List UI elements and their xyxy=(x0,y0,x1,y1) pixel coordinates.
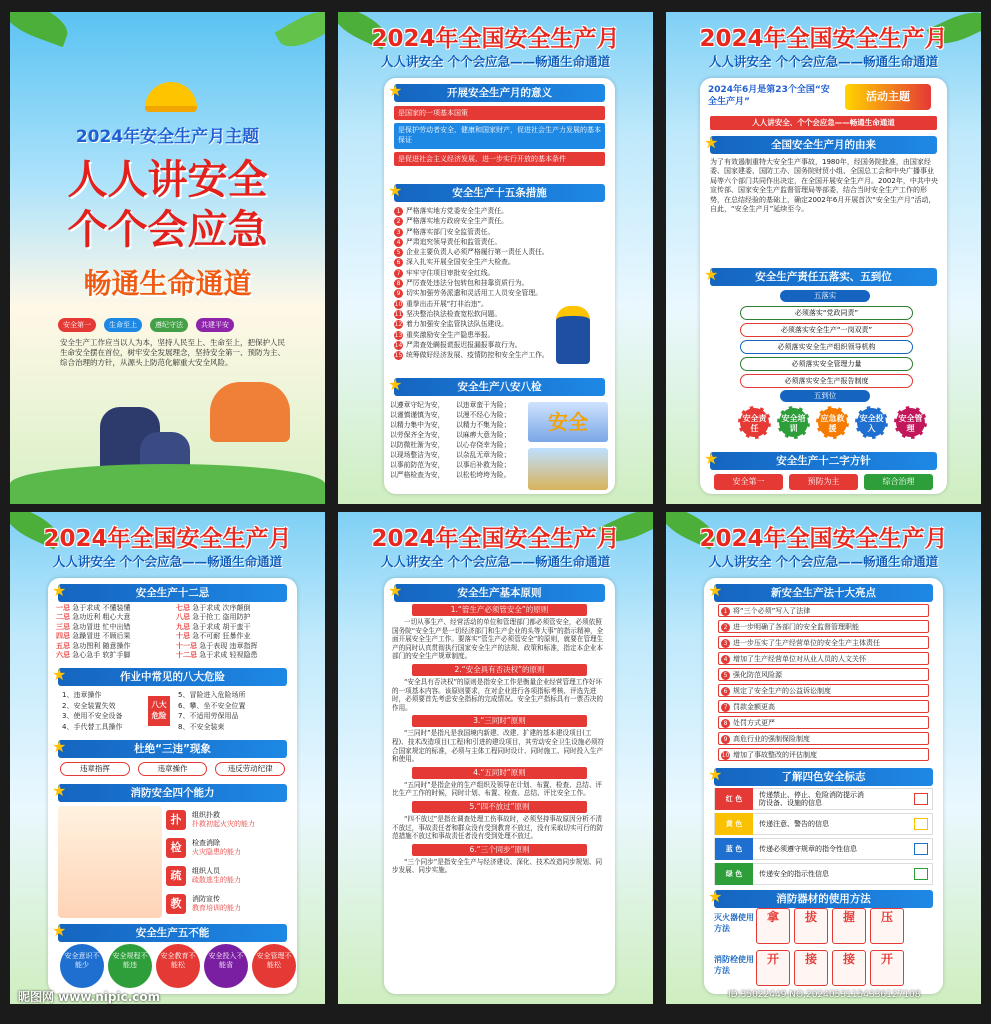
item-text: 着力加强安全监管执法队伍建设。 xyxy=(406,320,508,329)
danger-item: 5、冒险进入危险场所 xyxy=(178,691,246,699)
section-header: ★ 了解四色安全标志 xyxy=(714,768,933,786)
taboo-item: 四忌 急躁冒进 不顾后果 xyxy=(56,632,131,641)
item-number: 15 xyxy=(394,352,403,360)
silhouette-illustration xyxy=(210,382,290,442)
helmet-icon xyxy=(145,82,197,112)
hydrant-label: 消防栓使用方法 xyxy=(714,955,754,975)
significance-list xyxy=(394,106,605,169)
highlight-item xyxy=(718,700,929,713)
theme-line-2: 个个会应急 xyxy=(67,207,268,253)
item-number: 5 xyxy=(721,671,730,680)
origin-text: 为了有效遏制重特大安全生产事故，1980年，经国务院批准，由国家经委、国家建委、国防工办、国务院财贸小组、全国总工会和中央广播事业局等六个部门共同作出决定，在全国开展安全生产月。2002年，中共中央宣传部、国家安全生产监督管理局等部委，结合当时安全生产工作的形势，在总结经验的基础上，确定2002年6月开展首次“安全生产月”活动，自此，“安全生产月”延续至今。 xyxy=(710,158,938,214)
item-number: 1 xyxy=(721,607,730,616)
construction-image xyxy=(528,448,608,490)
highlight-item xyxy=(718,748,929,761)
item-text: 将“三个必须”写入了法律 xyxy=(733,607,811,615)
principle xyxy=(392,767,607,798)
color-name: 红 色 xyxy=(715,788,753,810)
item-number: 7 xyxy=(394,269,403,278)
poster-title: 2024年全国安全生产月 xyxy=(699,26,948,52)
theme-line-3: 畅通生命通道 xyxy=(83,267,252,300)
step-tile: 压 xyxy=(870,908,904,944)
badge: 安全管理 xyxy=(894,406,927,439)
taboo-right xyxy=(176,604,298,660)
taboo-item: 六忌 急心急手 软扩手脚 xyxy=(56,651,131,660)
item-text: 严肃查处瞒报谎报迟报漏报事故行为。 xyxy=(406,340,522,349)
list-item: 是国家的一项基本国策 xyxy=(394,106,605,120)
item-number: 12 xyxy=(394,321,403,329)
item-number: 3 xyxy=(394,228,403,237)
implement-item: 必须落实“党政同责” xyxy=(740,306,913,320)
principle-text: “五同时”是指企业的生产组织及领导在计划、布置、检查、总结、评比生产工作的时候，同时计划、布置、检查、总结、评比安全工作。 xyxy=(392,780,603,798)
intro-title: 2024年6月是第23个全国“安全生产月” xyxy=(708,85,830,107)
section-header: ★ 安全生产责任五落实、五到位 xyxy=(710,268,937,286)
taboo-left xyxy=(56,604,178,660)
color-sign xyxy=(714,838,933,860)
ability-key: 检 xyxy=(166,838,186,858)
hydrant-steps xyxy=(756,950,904,986)
poster-taboos xyxy=(10,512,325,1004)
principle-text: 一切从事生产、经营活动的单位和管理部门都必须管安全，必须依照国务院“安全生产是一切经济部门和生产企业的头等大事”的指示精神，全面开展安全生产工作。要落实“管生产必须管安全”的原则，就要在管理生产的同时认真贯彻执行国家安全生产的法规、政策和标准，指定本企业本部门的安全生产规章制度。 xyxy=(392,618,604,661)
must-item: 安全规程不能违 xyxy=(108,944,152,988)
danger-right xyxy=(178,690,298,732)
check-item: 以心存侥幸为险； xyxy=(456,441,511,449)
color-sign xyxy=(714,788,933,810)
highlight-item xyxy=(718,604,929,617)
policy-item: 综合治理 xyxy=(864,474,933,490)
color-sign xyxy=(714,863,933,885)
sign-icon xyxy=(914,818,928,830)
item-text: 进一步压实了生产经营单位的安全生产主体责任 xyxy=(733,639,880,647)
highlight-item xyxy=(718,620,929,633)
danger-item: 7、不适用劳保用品 xyxy=(178,712,239,720)
item-text: 严肃追究领导责任和监管责任。 xyxy=(406,237,502,246)
principle-text: “安全具有否决权”的原则是指安全工作是衡量企业经营管理工作好坏的一项基本内容。该原则要求，在对企业进行各项指标考核、评选先进时，必须要首先考虑安全指标的完成情况。安全生产指标具有一票否决的作用。 xyxy=(392,677,603,712)
ability-b: 疏散逃生的能力 xyxy=(192,876,241,884)
poster-origin xyxy=(666,12,981,504)
item-number: 5 xyxy=(394,248,403,257)
measure-item xyxy=(394,268,564,278)
measure-item xyxy=(394,330,564,340)
item-number: 10 xyxy=(721,752,730,759)
poster-principles xyxy=(338,512,653,1004)
highlight-item xyxy=(718,716,929,729)
item-text: 深入扎实开展全国安全生产大检查。 xyxy=(406,258,515,267)
section-header: ★ 消防安全四个能力 xyxy=(58,784,287,802)
color-desc: 传递安全的指示性信息 xyxy=(759,869,829,878)
ability-item xyxy=(166,862,296,890)
violation-item: 违章操作 xyxy=(138,762,208,776)
principle-text: “三同时”是指凡是我国境内新建、改建、扩建的基本建设项目(工程)、技术改造项目(工程)和引进的建设项目，其劳动安全卫生设施必须符合国家规定的标准，必须与主体工程同时设计、同时施工、同时投入生产和使用。 xyxy=(392,729,605,764)
measure-item xyxy=(394,278,564,288)
check-right xyxy=(456,400,522,480)
taboo-item: 十一忌 急于表现 违章指挥 xyxy=(176,641,258,650)
principle xyxy=(392,715,607,763)
check-item: 以事后补救为险； xyxy=(456,461,511,469)
item-text: 处罚方式更严 xyxy=(733,719,775,727)
item-number: 1 xyxy=(394,207,403,216)
must-item: 安全管理不能松 xyxy=(252,944,296,988)
check-item: 以精力集中为安， xyxy=(390,421,445,429)
step-tile: 接 xyxy=(832,950,866,986)
tag: 安全第一 xyxy=(58,318,96,332)
list-item: 是保护劳动者安全、健康和国家财产，促进社会生产力发展的基本保证 xyxy=(394,123,605,149)
danger-item: 2、安全装置失效 xyxy=(62,701,116,710)
grass xyxy=(10,464,325,504)
check-item: 以违章蛮干为险； xyxy=(456,401,511,409)
taboo-item: 十二忌 急于求成 轻视隐患 xyxy=(176,651,258,660)
badge: 安全责任 xyxy=(738,406,771,439)
item-text: 增加了事故整改的评估制度 xyxy=(733,751,817,759)
item-number: 8 xyxy=(394,279,403,288)
poster-subtitle: 人人讲安全 个个会应急——畅通生命通道 xyxy=(708,554,939,569)
ability-key: 教 xyxy=(166,894,186,914)
item-text: 统筹做好经济发展、疫情防控和安全生产工作。 xyxy=(406,351,549,360)
ability-text xyxy=(192,895,241,913)
three-violations xyxy=(60,762,285,776)
danger-item: 4、手代替工具操作 xyxy=(62,722,123,731)
item-number: 10 xyxy=(394,300,403,308)
footer-watermark: 昵图网 www.nipic.com xyxy=(18,990,161,1004)
item-number: 6 xyxy=(394,258,403,267)
principle-title: 3.“三同时”原则 xyxy=(412,715,587,727)
check-item: 以劳保齐全为安， xyxy=(390,431,445,439)
theme-year-title: 2024年安全生产月主题 xyxy=(75,127,260,147)
item-number: 4 xyxy=(721,655,730,664)
check-item: 以精力不集为险； xyxy=(456,421,511,429)
section-header: ★ 安全生产十二忌 xyxy=(58,584,287,602)
ability-text xyxy=(192,867,241,885)
ability-item xyxy=(166,890,296,918)
sign-icon xyxy=(914,843,928,855)
measure-item xyxy=(394,257,564,267)
highlight-item xyxy=(718,668,929,681)
must-item: 安全投入不能省 xyxy=(204,944,248,988)
color-desc: 传递禁止、停止、危险消防提示消防设备、设施的信息 xyxy=(759,790,864,807)
check-item: 以谨慎谨慎为安， xyxy=(390,411,445,419)
implement-item: 必须落实安全管理力量 xyxy=(740,357,913,371)
fire-equipment-image xyxy=(58,806,162,918)
check-item: 以麻痹大意为险； xyxy=(456,431,511,439)
step-tile: 拔 xyxy=(794,908,828,944)
check-item: 以遵章守纪为安， xyxy=(390,401,445,409)
poster-theme xyxy=(10,12,325,504)
twelve-char-policy xyxy=(714,474,933,490)
measure-item xyxy=(394,227,564,237)
leaf-decoration xyxy=(10,12,73,47)
list-item: 是促进社会主义经济发展、进一步实行开放的基本条件 xyxy=(394,152,605,166)
taboo-item: 五忌 急功图利 随意操作 xyxy=(56,641,131,650)
measure-item xyxy=(394,319,564,329)
ability-key: 疏 xyxy=(166,866,186,886)
section-header: ★ 作业中常见的八大危险 xyxy=(58,668,287,686)
highlight-item xyxy=(718,732,929,745)
step-tile: 开 xyxy=(870,950,904,986)
measure-item xyxy=(394,309,564,319)
principle xyxy=(392,604,607,661)
worker-icon xyxy=(556,306,590,364)
section-header: ★ 安全生产五不能 xyxy=(58,924,287,942)
danger-item: 1、违章操作 xyxy=(62,691,102,699)
color-desc: 传递注意、警告的信息 xyxy=(759,819,829,828)
item-text: 增加了生产经营单位对从业人员的人文关怀 xyxy=(733,655,866,663)
poster-subtitle: 人人讲安全 个个会应急——畅通生命通道 xyxy=(380,54,611,69)
item-text: 严格落实地方政府安全生产责任。 xyxy=(406,217,508,226)
check-item: 以杂乱无章为险； xyxy=(456,451,511,459)
content-card xyxy=(384,578,615,994)
check-item: 以松松垮垮为险。 xyxy=(456,471,511,479)
principle-title: 2.“安全具有否决权”的原则 xyxy=(412,664,587,676)
highlight-item xyxy=(718,636,929,649)
ability-b: 火灾隐患的能力 xyxy=(192,848,241,856)
sign-icon xyxy=(914,868,928,880)
item-number: 7 xyxy=(721,703,730,712)
tag: 共建平安 xyxy=(196,318,234,332)
section-header: ★ 消防器材的使用方法 xyxy=(714,890,933,908)
five-implement-list xyxy=(740,306,913,391)
check-left xyxy=(390,400,456,480)
check-item: 以事前防范为安， xyxy=(390,461,445,469)
item-number: 9 xyxy=(394,289,403,298)
must-item: 安全教育不能松 xyxy=(156,944,200,988)
ability-a: 消防宣传 xyxy=(192,895,220,903)
five-place-badges xyxy=(738,406,958,439)
step-tile: 接 xyxy=(794,950,828,986)
ability-a: 组织扑救 xyxy=(192,811,220,819)
principle-text: “三个同步”是指安全生产与经济建设、深化、技术改造同步规划、同步发展、同步实施。 xyxy=(392,857,603,875)
item-text: 罚款金额更高 xyxy=(733,703,775,711)
item-number: 6 xyxy=(721,687,730,696)
section-header: ★ 安全生产十二字方针 xyxy=(710,452,937,470)
item-number: 3 xyxy=(721,639,730,648)
item-text: 切实加强劳务派遣和灵活用工人员安全管理。 xyxy=(406,289,542,298)
tag-row xyxy=(58,318,234,332)
tag: 遵纪守法 xyxy=(150,318,188,332)
danger-item: 3、使用不安全设备 xyxy=(62,712,123,720)
fire-abilities xyxy=(166,806,296,918)
measure-item xyxy=(394,350,564,360)
item-number: 2 xyxy=(721,623,730,632)
poster-title: 2024年全国安全生产月 xyxy=(371,26,620,52)
implement-item: 必须落实安全生产“一岗双责” xyxy=(740,323,913,337)
ability-a: 检查消除 xyxy=(192,839,220,847)
measures-list xyxy=(394,206,564,360)
taboo-item: 八忌 急于抢工 盗用防护 xyxy=(176,613,251,622)
check-item: 以防微杜渐为安， xyxy=(390,441,445,449)
item-text: 企业主要负责人必须严格履行第一责任人责任。 xyxy=(406,248,549,257)
ability-text xyxy=(192,811,255,829)
law-highlights xyxy=(718,604,929,764)
poster-title: 2024年全国安全生产月 xyxy=(43,526,292,552)
badge: 安全投入 xyxy=(855,406,888,439)
ability-text xyxy=(192,839,241,857)
step-tile: 握 xyxy=(832,908,866,944)
measure-item xyxy=(394,237,564,247)
measure-item xyxy=(394,288,564,298)
ability-item xyxy=(166,834,296,862)
intro-tag: 活动主题 xyxy=(845,84,931,110)
danger-center: 八大危险 xyxy=(148,696,170,726)
extinguisher-label: 灭火器使用方法 xyxy=(714,913,754,933)
violation-item: 违章指挥 xyxy=(60,762,130,776)
sub-header: 五到位 xyxy=(780,390,870,402)
principle-text: “四不放过”是指在调查处理工伤事故时，必须坚持事故原因分析不清不放过，事故责任者和群众没有受到教育不放过，没有采取切实可行的防范措施不放过和事故责任者没有受到处理不放过。 xyxy=(392,814,603,841)
section-header: ★ 全国安全生产月的由来 xyxy=(710,136,937,154)
section-header: ★ 安全生产八安八检 xyxy=(394,378,605,396)
theme-line-1: 人人讲安全 xyxy=(67,157,268,203)
content-card xyxy=(700,78,947,494)
item-text: 重奖激励安全生产隐患举报。 xyxy=(406,330,495,339)
item-text: 牢牢守住项目审批安全红线。 xyxy=(406,268,495,277)
content-card xyxy=(704,578,943,994)
item-text: 坚决整治执法检查宽松软问题。 xyxy=(406,309,502,318)
ability-b: 教育培训的能力 xyxy=(192,904,241,912)
ability-item xyxy=(166,806,296,834)
item-number: 13 xyxy=(394,331,403,339)
must-item: 安全意识不能少 xyxy=(60,944,104,988)
taboo-item: 七忌 急于求成 次序颠倒 xyxy=(176,604,251,612)
item-text: 重拳出击开展“打非治违”。 xyxy=(406,299,488,308)
poster-title: 2024年全国安全生产月 xyxy=(371,526,620,552)
principle-title: 6.“三个同步”原则 xyxy=(412,844,587,856)
badge: 安全培训 xyxy=(777,406,810,439)
five-musts xyxy=(60,944,300,988)
content-card xyxy=(48,578,297,994)
measure-item xyxy=(394,299,564,309)
item-number: 8 xyxy=(721,719,730,728)
poster-title: 2024年全国安全生产月 xyxy=(699,526,948,552)
principle-title: 4.“五同时”原则 xyxy=(412,767,587,779)
measure-item xyxy=(394,247,564,257)
item-text: 进一步明确了各部门的安全监督管理职能 xyxy=(733,623,859,631)
color-desc: 传递必须遵守规章的指令性信息 xyxy=(759,844,857,853)
item-number: 9 xyxy=(721,735,730,744)
theme-bar: 人人讲安全、个个会应急——畅通生命通道 xyxy=(710,116,937,130)
item-text: 严格落实部门安全监管责任。 xyxy=(406,227,495,236)
taboo-item: 十忌 急不可耐 狂暴作业 xyxy=(176,632,251,641)
principle xyxy=(392,801,607,841)
item-text: 严厉查处违法分包转包和挂靠资质行为。 xyxy=(406,279,529,288)
taboo-item: 一忌 急于求成 不懂装懂 xyxy=(56,604,131,612)
leaf-decoration xyxy=(275,12,325,55)
measure-item xyxy=(394,216,564,226)
poster-subtitle: 人人讲安全 个个会应急——畅通生命通道 xyxy=(52,554,283,569)
item-text: 规定了安全生产的公益诉讼制度 xyxy=(733,687,831,695)
item-text: 严格落实地方党委安全生产责任。 xyxy=(406,207,508,215)
taboo-item: 九忌 急于求成 胡干蛮干 xyxy=(176,622,251,631)
principle xyxy=(392,664,607,712)
footer-id: ID:35022449 NO:20240531154336127108 xyxy=(728,990,921,1000)
policy-item: 安全第一 xyxy=(714,474,783,490)
sub-header: 五落实 xyxy=(780,290,870,302)
poster-subtitle: 人人讲安全 个个会应急——畅通生命通道 xyxy=(380,554,611,569)
section-header: ★ 开展安全生产月的意义 xyxy=(394,84,605,102)
theme-body: 安全生产工作应当以人为本，坚持人民至上、生命至上，把保护人民生命安全摆在首位，树牢安全发展理念，坚持安全第一、预防为主、综合治理的方针，从源头上防范化解重大安全风险。 xyxy=(60,338,285,367)
section-header: ★ 安全生产基本原则 xyxy=(394,584,605,602)
color-name: 绿 色 xyxy=(715,863,753,885)
item-text: 高危行业的强制保险制度 xyxy=(733,735,810,743)
violation-item: 违反劳动纪律 xyxy=(215,762,285,776)
four-color-signs xyxy=(714,788,933,888)
check-item: 以严格检查为安， xyxy=(390,471,445,479)
item-text: 强化防范风险源 xyxy=(733,671,782,679)
color-name: 黄 色 xyxy=(715,813,753,835)
check-item: 以漫不经心为险； xyxy=(456,411,511,419)
measure-item xyxy=(394,340,564,350)
sign-icon xyxy=(914,793,928,805)
policy-item: 预防为主 xyxy=(789,474,858,490)
ability-b: 扑救初起火灾的能力 xyxy=(192,820,255,828)
implement-item: 必须落实安全生产报告制度 xyxy=(740,374,913,388)
poster-law xyxy=(666,512,981,1004)
principle xyxy=(392,844,607,875)
check-item: 以现场整洁为安， xyxy=(390,451,445,459)
color-sign xyxy=(714,813,933,835)
color-name: 蓝 色 xyxy=(715,838,753,860)
highlight-item xyxy=(718,652,929,665)
ability-a: 组织人员 xyxy=(192,867,220,875)
implement-item: 必须落实安全生产组织领导机构 xyxy=(740,340,913,354)
step-tile: 开 xyxy=(756,950,790,986)
principle-title: 5.“四不放过”原则 xyxy=(412,801,587,813)
principles-list xyxy=(392,604,607,878)
item-number: 14 xyxy=(394,341,403,349)
danger-left xyxy=(62,690,152,732)
measure-item xyxy=(394,206,564,216)
item-number: 11 xyxy=(394,310,403,318)
step-tile: 拿 xyxy=(756,908,790,944)
safety-image: 安全 xyxy=(528,402,608,442)
danger-item: 8、不安全装束 xyxy=(178,722,225,731)
principle-title: 1.“管生产必须管安全”的原则 xyxy=(412,604,587,616)
section-header: ★ 杜绝“三违”现象 xyxy=(58,740,287,758)
badge: 应急救援 xyxy=(816,406,849,439)
item-number: 4 xyxy=(394,238,403,247)
extinguisher-steps xyxy=(756,908,904,944)
content-card xyxy=(384,78,615,494)
taboo-item: 三忌 急功冒进 忙中出错 xyxy=(56,622,131,631)
poster-subtitle: 人人讲安全 个个会应急——畅通生命通道 xyxy=(708,54,939,69)
taboo-item: 二忌 急功近利 粗心大意 xyxy=(56,613,131,622)
section-header: ★ 新安全生产法十大亮点 xyxy=(714,584,933,602)
poster-significance xyxy=(338,12,653,504)
highlight-item xyxy=(718,684,929,697)
danger-item: 6、攀、坐不安全位置 xyxy=(178,701,246,710)
item-number: 2 xyxy=(394,217,403,226)
ability-key: 扑 xyxy=(166,810,186,830)
tag: 生命至上 xyxy=(104,318,142,332)
section-header: ★ 安全生产十五条措施 xyxy=(394,184,605,202)
